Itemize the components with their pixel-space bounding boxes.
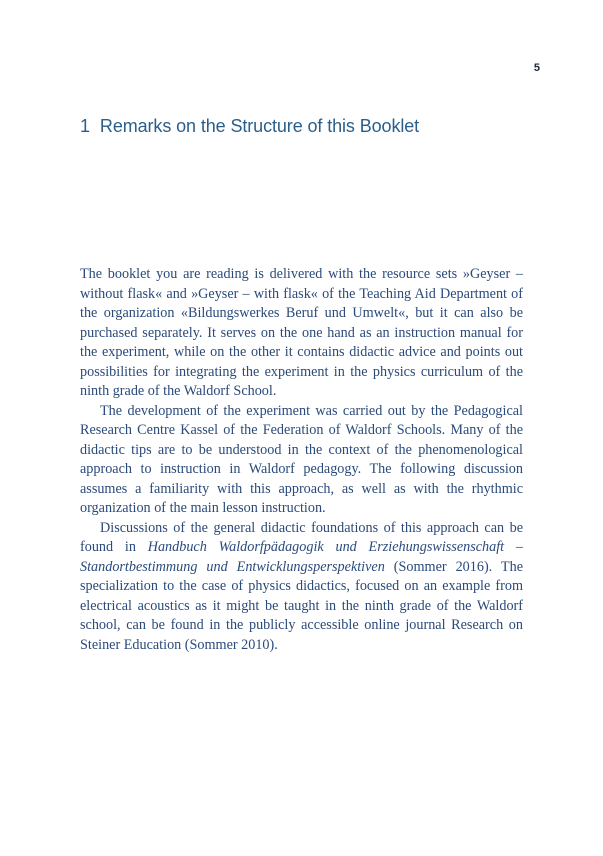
body-text <box>80 265 523 655</box>
book-title: Handbuch Waldorfpädagogik und Erziehungswissenschaft – Standortbestimmung und Entwicklungsperspektiven <box>80 539 523 575</box>
paragraph-discussions <box>80 519 523 656</box>
paragraph-discussions-tail: (Sommer 2016). The specialization to the case of physics didactics, focused on an example from electrical acoustics as it might be taught in the ninth grade of the Waldorf school, can be found in the publicly accessible online journal Research on Steiner Education (Sommer 2010). <box>80 558 523 653</box>
paragraph-intro: The booklet you are reading is delivered with the resource sets »Geyser – without flask« and »Geyser – with flask« of the Teaching Aid Department of the organization «Bildungswerkes Beruf und Umwelt«, but it can also be purchased separately. It serves on the one hand as an instruction manual for the experiment, while on the other it contains didactic advice and points out possibilities for integrating the experiment in the physics curriculum of the ninth grade of the Waldorf School. <box>80 266 523 399</box>
chapter-title: Remarks on the Structure of this Booklet <box>99 116 420 136</box>
page-number: 5 <box>533 62 540 74</box>
paragraph-development: The development of the experiment was carried out by the Pedagogical Research Centre Kassel of the Federation of Waldorf Schools. Many of the didactic tips are to be understood in the context of the phenomenological approach to instruction in Waldorf pedagogy. The following discussion assumes a familiarity with this approach, as well as with the rhythmic organization of the main lesson instruction. <box>80 402 523 516</box>
paragraph-discussions-lead: Discussions of the general didactic foundations of this approach can be found in <box>80 519 523 555</box>
chapter-heading <box>80 116 419 137</box>
chapter-number: 1 <box>80 116 90 136</box>
